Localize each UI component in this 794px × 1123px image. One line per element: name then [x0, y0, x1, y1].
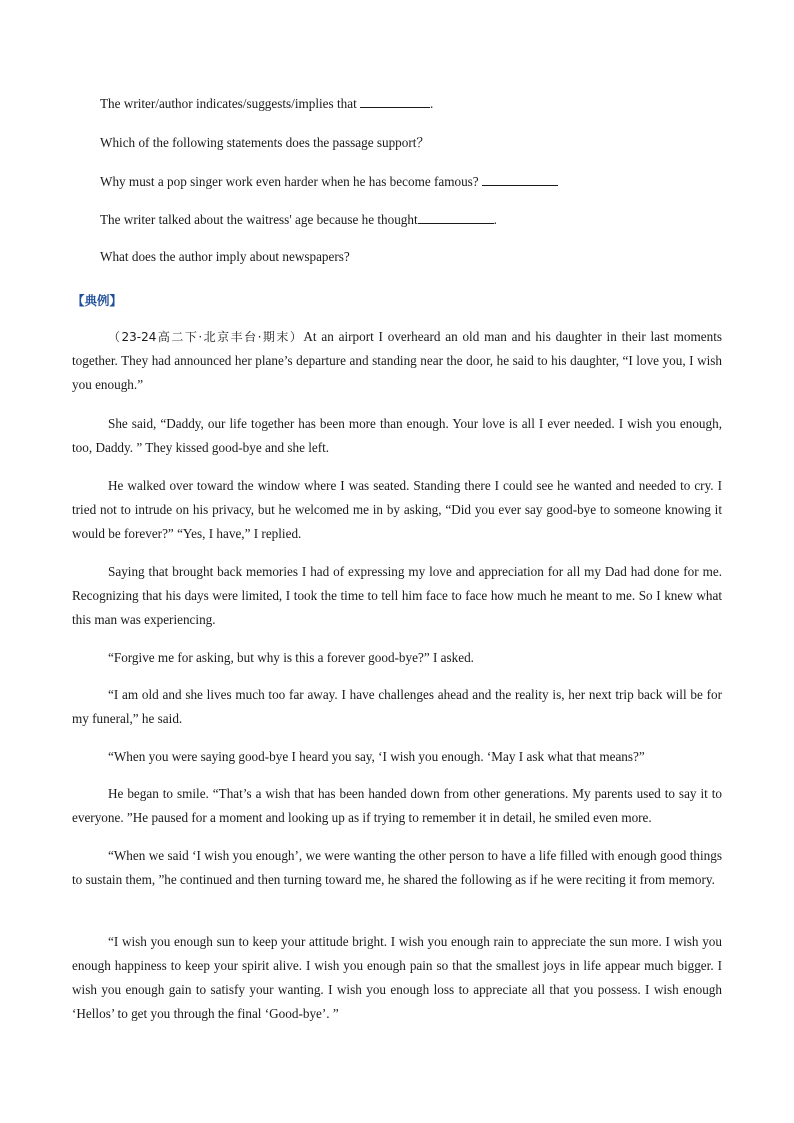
paragraph-6: “I am old and she lives much too far away. I have challenges ahead and the reality is, her next trip back will be for my funeral,” he said. — [72, 687, 722, 726]
answer-blank — [360, 95, 430, 108]
paragraph-8: He began to smile. “That’s a wish that has been handed down from other generations. My parents used to say it to everyone. ”He paused for a moment and looking up as if trying to remember it in detail, he smiled even more. — [72, 786, 722, 825]
question-text: Why must a pop singer work even harder when he has become famous? — [100, 174, 482, 189]
paragraph-4: Saying that brought back memories I had of expressing my love and appreciation for all my Dad had done for me. Recognizing that his days were limited, I took the time to tell him face to face how much he meant to me. So I knew what this man was experiencing. — [72, 564, 722, 627]
paragraph-10: “I wish you enough sun to keep your attitude bright. I wish you enough rain to appreciate the sun more. I wish you enough happiness to keep your spirit alive. I wish you enough pain so that the smallest joys in life appear much bigger. I wish you enough gain to satisfy your wanting. I wish you enough loss to appreciate all that you possess. I wish enough ‘Hellos’ to get you through the final ‘Good-bye’. ” — [72, 934, 722, 1021]
paragraph-3: He walked over toward the window where I was seated. Standing there I could see he wanted and needed to cry. I tried not to intrude on his privacy, but he welcomed me in by asking, “Did you ever say good-bye to someone knowing it would be forever?” “Yes, I have,” I replied. — [72, 478, 722, 541]
answer-blank — [482, 173, 558, 186]
source-label: （23-24高二下·北京丰台·期末） — [108, 330, 304, 344]
question-3 — [100, 173, 558, 191]
paragraph-9: “When we said ‘I wish you enough’, we were wanting the other person to have a life filled with enough good things to sustain them, ”he continued and then turning toward me, he shared the following as if he were reciting it from memory. — [72, 848, 722, 887]
paragraph-7: “When you were saying good-bye I heard you say, ‘I wish you enough. ‘May I ask what that means?” — [108, 749, 645, 764]
question-text: The writer/author indicates/suggests/implies that — [100, 96, 361, 111]
question-tail: . — [430, 96, 434, 111]
question-5 — [100, 248, 350, 266]
question-text: The writer talked about the waitress' age because he thought — [100, 212, 418, 227]
section-title-example: 【典例】 — [72, 293, 123, 308]
question-tail: . — [493, 212, 497, 227]
question-4 — [100, 211, 497, 229]
paragraph-5: “Forgive me for asking, but why is this a forever good-bye?” I asked. — [108, 650, 474, 665]
question-text: What does the author imply about newspapers? — [100, 249, 350, 264]
question-1 — [100, 95, 433, 113]
paragraph-1 — [72, 325, 722, 397]
paragraph-2: She said, “Daddy, our life together has been more than enough. Your love is all I ever needed. I wish you enough, too, Daddy. ” They kissed good-bye and she left. — [72, 416, 722, 455]
question-2 — [100, 134, 430, 152]
paragraph-text: At an airport I overheard an old man and his daughter in their last moments together. They had announced her plane’s departure and standing near the door, he said to his daughter, “I love you, I wish you enough.” — [72, 329, 722, 392]
answer-blank — [418, 211, 494, 224]
question-text: Which of the following statements does the passage support？ — [100, 135, 430, 150]
